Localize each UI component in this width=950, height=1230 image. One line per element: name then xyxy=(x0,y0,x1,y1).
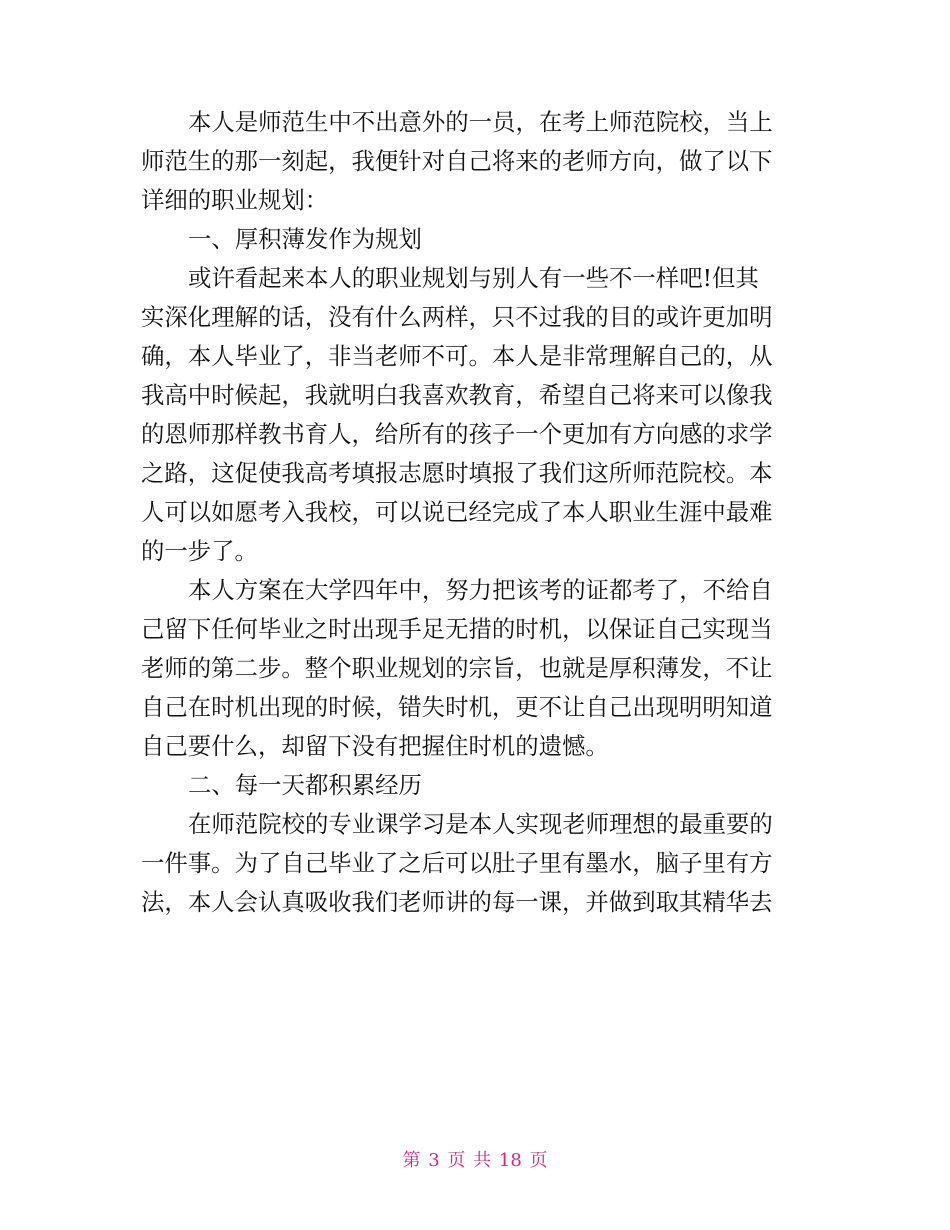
section-heading-1 xyxy=(141,220,811,259)
text-line: 本人方案在大学四年中，努力把该考的证都考了，不给自 xyxy=(188,576,773,604)
text-line: 或许看起来本人的职业规划与别人有一些不一样吧!但其 xyxy=(188,264,759,292)
paragraph-section1-b xyxy=(141,571,811,766)
text-line: 我高中时候起，我就明白我喜欢教育，希望自己将来可以像我 xyxy=(141,381,773,409)
footer-current-page: 3 xyxy=(428,1150,440,1171)
paragraph-section2-a xyxy=(141,805,811,922)
footer-label-total: 共 xyxy=(473,1150,492,1171)
footer-label-total-unit: 页 xyxy=(529,1150,548,1171)
footer-label-page-unit: 页 xyxy=(447,1150,466,1171)
heading-line: 一、厚积薄发作为规划 xyxy=(188,225,422,253)
text-line: 自己要什么，却留下没有把握住时机的遗憾。 xyxy=(141,732,609,760)
text-line: 之路，这促使我高考填报志愿时填报了我们这所师范院校。本 xyxy=(141,459,773,487)
text-line: 的一步了。 xyxy=(141,537,258,565)
text-line: 的恩师那样教书育人，给所有的孩子一个更加有方向感的求学 xyxy=(141,420,773,448)
text-line: 人可以如愿考入我校，可以说已经完成了本人职业生涯中最难 xyxy=(141,498,773,526)
text-line: 老师的第二步。整个职业规划的宗旨，也就是厚积薄发，不让 xyxy=(141,654,773,682)
heading-line: 二、每一天都积累经历 xyxy=(188,771,422,799)
document-body xyxy=(141,103,811,922)
text-line: 本人是师范生中不出意外的一员，在考上师范院校，当上 xyxy=(188,108,773,136)
page-footer xyxy=(0,1148,950,1174)
footer-total-pages: 18 xyxy=(498,1150,522,1171)
paragraph-section1-a xyxy=(141,259,811,571)
text-line: 实深化理解的话，没有什么两样，只不过我的目的或许更加明 xyxy=(141,303,773,331)
paragraph-intro xyxy=(141,103,811,220)
text-line: 师范生的那一刻起，我便针对自己将来的老师方向，做了以下 xyxy=(141,147,773,175)
text-line: 一件事。为了自己毕业了之后可以肚子里有墨水，脑子里有方 xyxy=(141,849,773,877)
text-line: 详细的职业规划： xyxy=(141,186,329,214)
text-line: 自己在时机出现的时候，错失时机，更不让自己出现明明知道 xyxy=(141,693,773,721)
text-line: 在师范院校的专业课学习是本人实现老师理想的最重要的 xyxy=(188,810,773,838)
text-line: 己留下任何毕业之时出现手足无措的时机，以保证自己实现当 xyxy=(141,615,773,643)
text-line: 法，本人会认真吸收我们老师讲的每一课，并做到取其精华去 xyxy=(141,888,773,916)
section-heading-2 xyxy=(141,766,811,805)
footer-label-page: 第 xyxy=(402,1150,421,1171)
text-line: 确，本人毕业了，非当老师不可。本人是非常理解自己的，从 xyxy=(141,342,773,370)
